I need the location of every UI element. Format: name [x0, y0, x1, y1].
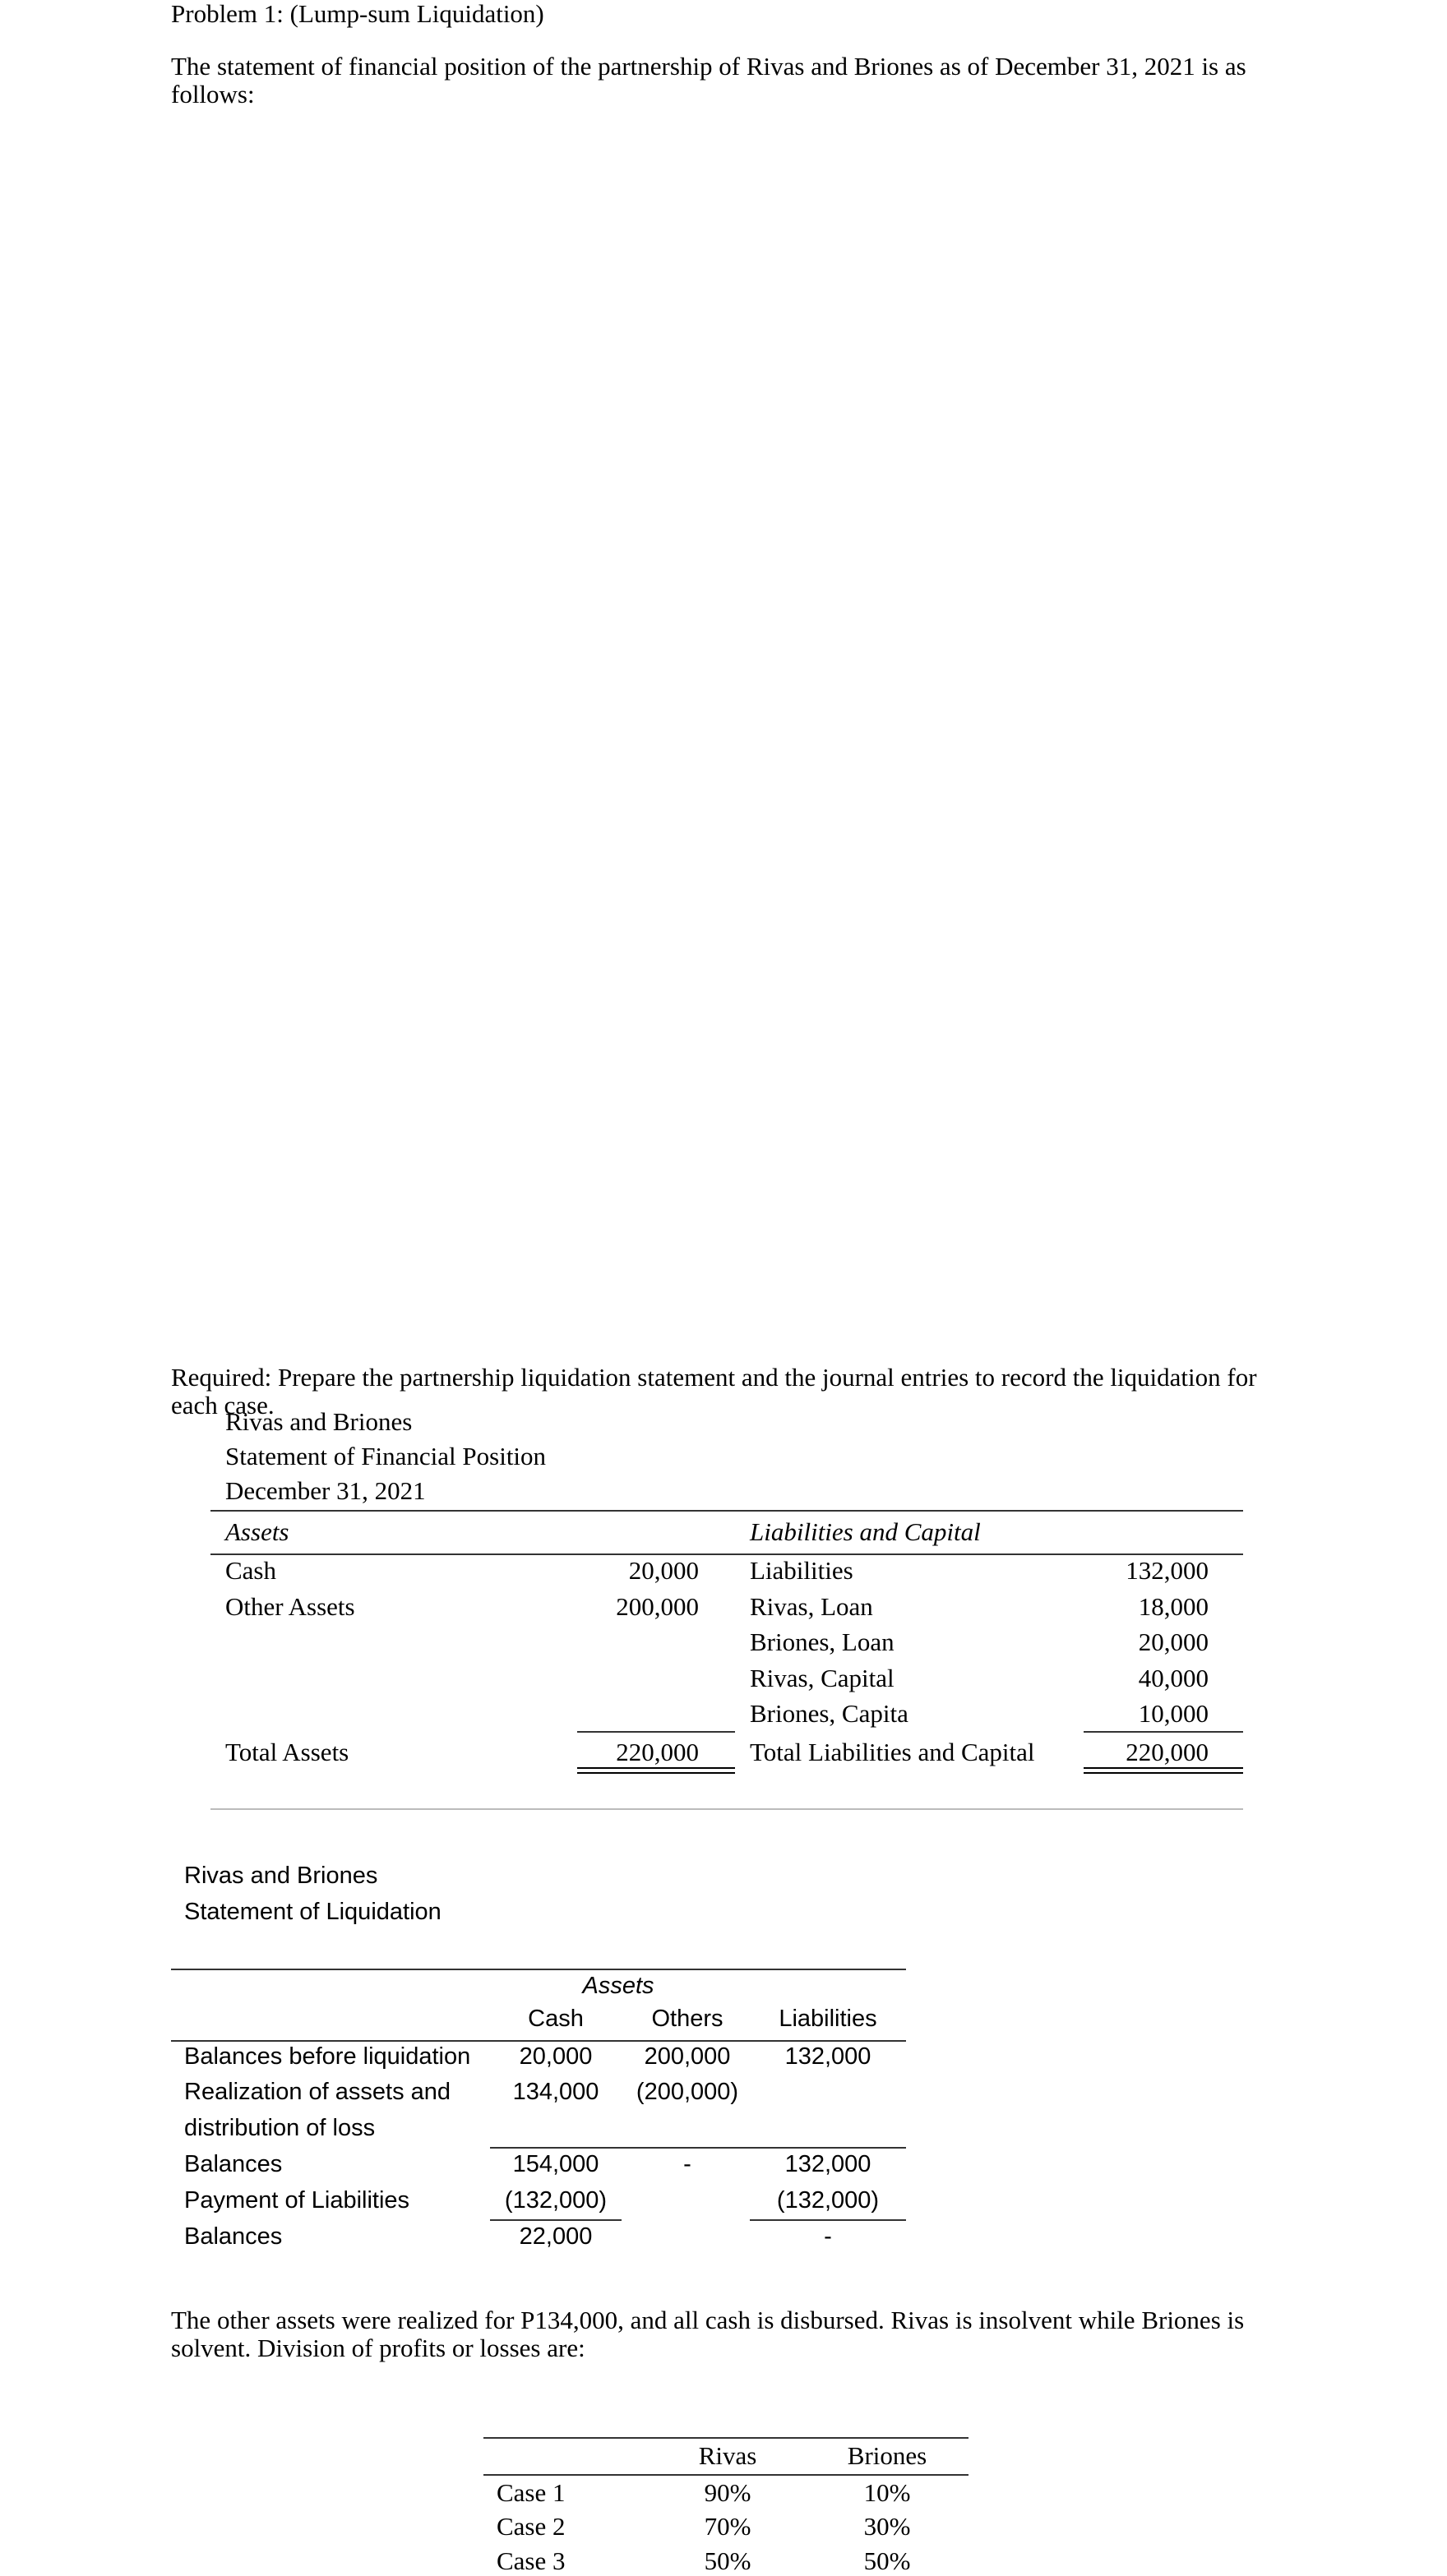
sol-liab-rule: [750, 2219, 906, 2221]
sol-row-others: 200,000: [644, 2043, 731, 2070]
sfp-company: Rivas and Briones: [225, 1407, 413, 1436]
sol-top-rule: [171, 1969, 906, 1970]
sol-assets-group-header: Assets: [582, 1973, 654, 1999]
sfp-liab-total-double-rule: [1084, 1767, 1243, 1774]
sfp-total-assets-label: Total Assets: [225, 1738, 349, 1766]
sol-company: Rivas and Briones: [184, 1863, 378, 1889]
sfp-bottom-rule: [210, 1808, 1243, 1810]
division-top-rule: [483, 2437, 969, 2439]
sol-row-cash: 154,000: [512, 2151, 599, 2177]
sol-header-rule: [171, 2040, 906, 2042]
sfp-total-assets-value: 220,000: [616, 1738, 699, 1766]
division-row-label: Case 2: [497, 2512, 566, 2541]
sol-row-cash: 134,000: [512, 2079, 599, 2105]
sol-row-others: -: [683, 2151, 691, 2177]
division-row-rivas: 70%: [704, 2512, 751, 2541]
division-row-briones: 50%: [863, 2546, 911, 2575]
sfp-asset-label: Cash: [225, 1556, 276, 1585]
sol-row-others: (200,000): [636, 2079, 739, 2105]
sfp-total-liab-value: 220,000: [1126, 1738, 1209, 1766]
required-paragraph: Required: Prepare the partnership liquidation statement and the journal entries to record the liquidation for each case.: [171, 1363, 1257, 1420]
other-assets-paragraph: The other assets were realized for P134,000, and all cash is disbursed. Rivas is insolvent while Briones is solvent. Division of profits or losses are:: [171, 2306, 1245, 2362]
sfp-assets-header: Assets: [225, 1517, 289, 1546]
sfp-liab-value: 40,000: [1138, 1664, 1209, 1692]
sol-col-liabilities: Liabilities: [779, 2006, 877, 2032]
sol-row-label: Balances: [184, 2151, 283, 2177]
sol-row-label: distribution of loss: [184, 2115, 376, 2141]
sol-cash-rule: [490, 2219, 622, 2221]
sfp-date: December 31, 2021: [225, 1476, 426, 1505]
sfp-top-rule: [210, 1510, 1243, 1512]
sol-col-others: Others: [651, 2006, 724, 2032]
division-col-briones: Briones: [847, 2441, 927, 2470]
sfp-assets-total-double-rule: [577, 1767, 735, 1774]
sfp-assets-subtotal-rule: [577, 1731, 735, 1733]
sol-row-cash: 22,000: [519, 2223, 593, 2250]
sfp-liab-value: 18,000: [1138, 1592, 1209, 1621]
sfp-liab-subtotal-rule: [1084, 1731, 1243, 1733]
division-col-rivas: Rivas: [698, 2441, 757, 2470]
sfp-header-rule: [210, 1553, 1243, 1555]
sol-row-liab: 132,000: [784, 2043, 871, 2070]
sol-row-cash: 20,000: [519, 2043, 593, 2070]
sol-row-label: Balances: [184, 2223, 283, 2250]
sfp-liab-header: Liabilities and Capital: [750, 1517, 981, 1546]
division-row-briones: 30%: [863, 2512, 911, 2541]
sfp-liab-label: Rivas, Capital: [750, 1664, 895, 1692]
sfp-liab-value: 10,000: [1138, 1699, 1209, 1728]
sfp-liab-value: 132,000: [1126, 1556, 1209, 1585]
sol-row-liab: 132,000: [784, 2151, 871, 2177]
sol-row-liab: (132,000): [776, 2187, 880, 2214]
division-row-label: Case 3: [497, 2546, 566, 2575]
division-row-label: Case 1: [497, 2478, 566, 2507]
division-header-rule: [483, 2474, 969, 2476]
sfp-liab-label: Briones, Loan: [750, 1627, 895, 1656]
sfp-liab-value: 20,000: [1138, 1627, 1209, 1656]
sfp-liab-label: Briones, Capita: [750, 1699, 908, 1728]
sfp-liab-label: Liabilities: [750, 1556, 853, 1585]
sol-col-cash: Cash: [528, 2006, 584, 2032]
sol-row-label: Balances before liquidation: [184, 2043, 471, 2070]
sol-row-cash: (132,000): [504, 2187, 608, 2214]
sfp-title: Statement of Financial Position: [225, 1442, 547, 1470]
sol-title: Statement of Liquidation: [184, 1899, 441, 1925]
sfp-asset-value: 200,000: [616, 1592, 699, 1621]
sol-subtotal-rule: [490, 2147, 906, 2149]
division-row-briones: 10%: [863, 2478, 911, 2507]
sfp-asset-value: 20,000: [628, 1556, 699, 1585]
intro-paragraph: The statement of financial position of the partnership of Rivas and Briones as of December 31, 2021 is as follows:: [171, 52, 1246, 108]
sfp-liab-label: Rivas, Loan: [750, 1592, 873, 1621]
problem-title: Problem 1: (Lump-sum Liquidation): [171, 0, 544, 28]
division-row-rivas: 90%: [704, 2478, 751, 2507]
sol-row-label: Payment of Liabilities: [184, 2187, 410, 2214]
division-row-rivas: 50%: [704, 2546, 751, 2575]
sfp-total-liab-label: Total Liabilities and Capital: [750, 1738, 1035, 1766]
sol-row-label: Realization of assets and: [184, 2079, 451, 2105]
sfp-asset-label: Other Assets: [225, 1592, 355, 1621]
sol-row-liab: -: [824, 2223, 832, 2250]
